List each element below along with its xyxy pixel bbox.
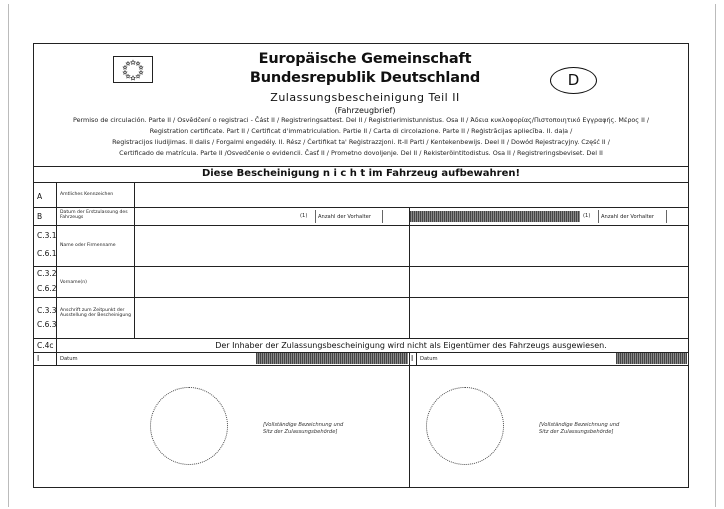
country-code-badge: D <box>550 67 597 94</box>
header-document-title: Zulassungsbescheinigung Teil II <box>270 91 460 104</box>
header-country: Bundesrepublik Deutschland <box>249 70 481 86</box>
date-label-left: Datum <box>60 356 78 362</box>
divider <box>34 207 688 208</box>
field-code-b: B <box>37 212 43 221</box>
field-code-c62: C.6.2 <box>37 284 57 293</box>
previous-holders-number-right: (1) <box>583 213 591 219</box>
authority-left-line1: [Vollständige Bezeichnung und <box>263 422 344 428</box>
date-label-right: Datum <box>420 356 438 362</box>
divider <box>34 266 688 267</box>
divider <box>34 225 688 226</box>
label-column-divider <box>134 182 135 338</box>
field-code-c32: C.3.2 <box>37 269 57 278</box>
date-code-divider-right <box>416 352 417 365</box>
previous-holders-label-right: Anzahl der Vorhalter <box>601 214 655 220</box>
field-code-c31: C.3.1 <box>37 231 57 240</box>
eu-flag-icon <box>113 56 153 83</box>
field-code-c63: C.6.3 <box>37 320 57 329</box>
box-divider <box>382 210 383 223</box>
field-code-i-left: I <box>37 354 40 363</box>
field-code-a: A <box>37 192 43 201</box>
field-label-first-name: Vorname(n) <box>60 280 87 285</box>
divider <box>34 338 688 339</box>
field-code-c33: C.3.3 <box>37 306 57 315</box>
previous-holders-number: (1) <box>300 213 308 219</box>
field-code-i-right: I <box>411 354 414 363</box>
warning-text: Diese Bescheinigung n i c h t im Fahrzeug aufbewahren! <box>201 168 521 179</box>
field-code-c4c: C.4c <box>37 341 54 350</box>
hatched-redaction-bar <box>616 353 687 364</box>
authority-right-line1: [Vollständige Bezeichnung und <box>539 422 620 428</box>
field-code-c61: C.6.1 <box>37 249 57 258</box>
previous-holders-label: Anzahl der Vorhalter <box>318 214 372 220</box>
divider <box>34 365 688 366</box>
divider <box>34 297 688 298</box>
official-seal-placeholder-left <box>150 387 228 465</box>
hatched-redaction-bar <box>410 211 580 222</box>
hatched-redaction-bar <box>256 353 408 364</box>
multilingual-line-2: Registration certificate. Part II / Certificat d'immatriculation. Partie II / Carta di circolazione. Parte II / Reģistrācijas apliecība. II. daļa / <box>149 127 573 135</box>
field-label-name: Name oder Firmenname <box>60 243 116 248</box>
box-divider <box>666 210 667 223</box>
authority-right-line2: Sitz der Zulassungsbehörde] <box>539 429 614 435</box>
divider <box>34 182 688 183</box>
multilingual-line-4: Certificado de matrícula. Parte II /Osvedčenie o evidencii. Časť II / Prometno dovoljenje. Del II / Rekisteröintitodistus. Osa II / Registreringsbeviset. Del II <box>119 149 603 157</box>
official-seal-placeholder-right <box>426 387 504 465</box>
half-divider <box>409 207 410 338</box>
multilingual-line-3: Registracijos liudijimas. II dalis / Forgalmi engedély. II. Rész / Ċertifikat ta' Reġistrazzjoni. It-II Parti / Kentekenbewijs. Deel II / Dowód Rejestracyjny. Część II / <box>112 138 610 146</box>
box-divider <box>598 210 599 223</box>
half-divider-lower <box>409 352 410 488</box>
field-label-a: Amtliches Kennzeichen <box>60 192 114 197</box>
box-divider <box>315 210 316 223</box>
authority-left-line2: Sitz der Zulassungsbehörde] <box>263 429 338 435</box>
multilingual-line-1: Permiso de circulación. Parte II / Osvědčení o registraci - Část II / Registreringsattest. Del II / Registrierimistunnistus. Osa II / Άδεια κυκλοφορίας/Πιστοποιητικό Εγγραφής. Μέρος II / <box>72 116 650 124</box>
field-label-address: Anschrift zum Zeitpunkt der Ausstellung der Bescheinigung <box>60 308 132 319</box>
registration-certificate <box>33 43 689 488</box>
divider <box>34 166 688 167</box>
field-label-b: Datum der Erstzulassung des Fahrzeugs <box>60 210 128 221</box>
owner-notice: Der Inhaber der Zulassungsbescheinigung wird nicht als Eigentümer des Fahrzeugs ausgewiesen. <box>215 341 607 350</box>
header-community: Europäische Gemeinschaft <box>258 51 472 67</box>
header-subtitle: (Fahrzeugbrief) <box>334 106 396 115</box>
